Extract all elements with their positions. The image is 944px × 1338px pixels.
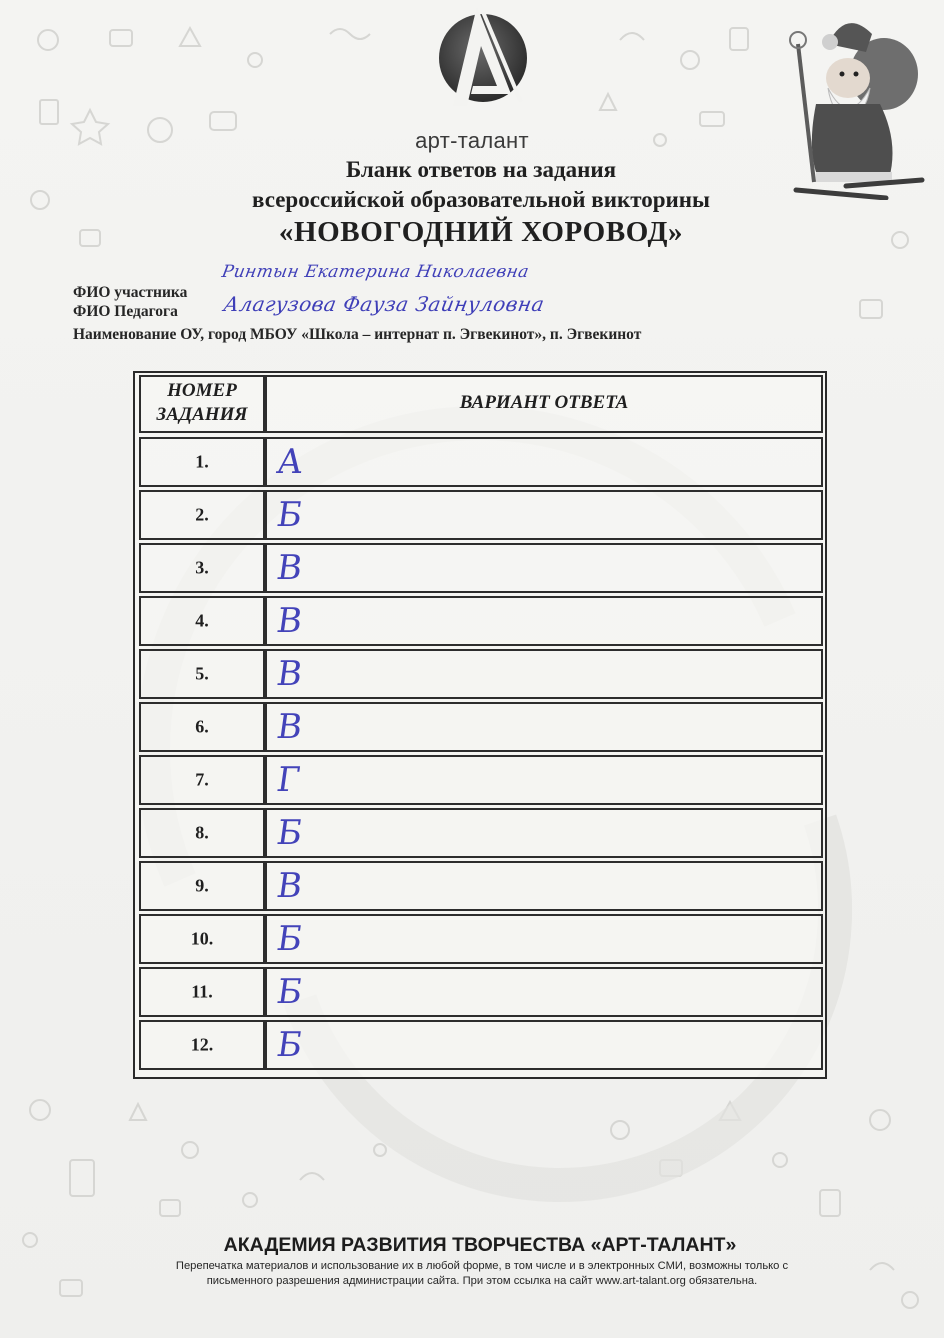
task-number: 12. [190,1034,214,1055]
school-name-line: Наименование ОУ, город МБОУ «Школа – интернат п. Эгвекинот», п. Эгвекинот [73,326,642,343]
task-number: 3. [195,557,209,578]
table-row [135,543,825,593]
table-row [135,914,825,964]
title-quiz-name: «НОВОГОДНИЙ ХОРОВОД» [278,216,684,248]
handwritten-answer: Г [274,759,303,800]
table-row [135,702,825,752]
column-header-answer: ВАРИАНТ ОТВЕТА [265,375,823,433]
footer-copyright-note [92,1259,872,1288]
santa-claus-illustration [776,4,926,200]
column-header-number [139,375,265,433]
answer-cell [265,490,823,540]
answer-cell [265,596,823,646]
handwritten-answer: Б [274,1024,305,1065]
task-number-cell [139,967,265,1017]
handwritten-answer: В [274,547,305,588]
task-number-cell [139,755,265,805]
task-number-cell [139,437,265,487]
table-row [135,649,825,699]
participant-name-label: ФИО участника [73,284,188,301]
task-number-cell [139,808,265,858]
teacher-name-label: ФИО Педагога [73,303,178,320]
handwritten-answer: В [274,600,305,641]
task-number: 1. [195,451,209,472]
task-number-cell [139,861,265,911]
answer-cell [265,1020,823,1070]
answer-cell [265,649,823,699]
answers-table [133,371,827,1079]
handwritten-answer: Б [274,918,305,959]
task-number: 6. [195,716,209,737]
task-number-cell [139,914,265,964]
task-number: 8. [195,822,209,843]
art-talant-logo [437,2,529,114]
handwritten-answer: А [274,441,306,482]
task-number: 2. [195,504,209,525]
answer-cell [265,914,823,964]
footer-academy-name: АКАДЕМИЯ РАЗВИТИЯ ТВОРЧЕСТВА «АРТ-ТАЛАНТ» [223,1234,737,1256]
table-row [135,967,825,1017]
table-row [135,755,825,805]
task-number: 4. [195,610,209,631]
footer-note-line-2: письменного разрешения администрации сайта. При этом ссылка на сайт www.art-talant.org обязательна. [206,1274,758,1287]
brand-name: арт-талант [415,128,529,153]
task-number-cell [139,1020,265,1070]
participant-name-value: Ринтын Екатерина Николаевна [220,262,531,282]
task-number-cell [139,490,265,540]
task-number: 7. [195,769,209,790]
answer-cell [265,543,823,593]
table-row [135,596,825,646]
handwritten-answer: Б [274,971,305,1012]
table-row [135,861,825,911]
task-number-cell [139,596,265,646]
task-number: 5. [195,663,209,684]
task-number-cell [139,702,265,752]
table-row [135,808,825,858]
task-number: 9. [195,875,209,896]
task-number-cell [139,649,265,699]
teacher-name-value: Алагузова Фауза Зайнуловна [221,292,547,316]
handwritten-answer: В [274,706,305,747]
task-number: 11. [191,981,213,1002]
table-row [135,1020,825,1070]
answer-cell [265,808,823,858]
answer-cell [265,861,823,911]
table-header-row [135,375,825,433]
handwritten-answer: В [274,865,305,906]
table-row [135,437,825,487]
column-header-number-line-1: НОМЕР [167,380,237,401]
title-line-1: Бланк ответов на задания [345,157,617,182]
handwritten-answer: В [274,653,305,694]
handwritten-answer: Б [274,812,305,853]
title-line-2: всероссийской образовательной викторины [252,187,710,212]
answer-cell [265,702,823,752]
answer-cell [265,437,823,487]
column-header-number-line-2: ЗАДАНИЯ [156,404,248,425]
task-number-cell [139,543,265,593]
answer-cell [265,755,823,805]
task-number: 10. [190,928,214,949]
handwritten-answer: Б [274,494,305,535]
footer-note-line-1: Перепечатка материалов и использование их в любой форме, в том числе и в электронных СМИ, возможны только с [175,1260,789,1272]
answer-cell [265,967,823,1017]
table-row [135,490,825,540]
